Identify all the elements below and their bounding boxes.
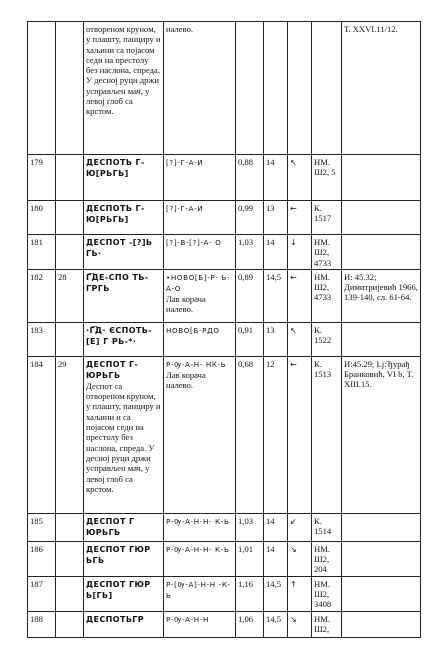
obverse-legend: ДЕСПОТ ГЮР ЬГЬ — [86, 544, 151, 565]
collection-reference: К. 1522 — [314, 324, 332, 346]
type-number-cell — [56, 576, 84, 611]
catalog-number: 181 — [30, 237, 43, 247]
weight-cell — [236, 22, 264, 155]
collection-cell — [312, 269, 342, 322]
diameter-value: 14,5 — [266, 271, 282, 282]
die-axis-cell — [288, 235, 312, 270]
table-row — [28, 576, 421, 611]
weight-cell — [236, 201, 264, 235]
die-axis-cell — [288, 356, 312, 513]
reverse-legend: Р-Ѹ-А-Н-Н — [166, 614, 209, 624]
catalog-number: 180 — [30, 203, 43, 213]
type-number-cell — [56, 22, 84, 155]
reverse-description: налево. — [166, 24, 194, 34]
obverse-cell — [84, 201, 164, 235]
collection-cell — [312, 541, 342, 576]
die-axis-arrow-icon: ← — [290, 272, 297, 282]
reverse-legend: Р-[Ѹ-А]-Н-Н -К-Ь — [166, 579, 231, 600]
weight-cell — [236, 513, 264, 541]
type-number-cell — [56, 356, 84, 513]
reverse-legend: [?]-В-[?]-А- О — [166, 238, 222, 247]
reverse-description: Лав корача налево. — [166, 293, 206, 315]
weight-cell — [236, 356, 264, 513]
catalog-number-cell — [28, 576, 56, 611]
weight-value: 0,88 — [238, 157, 254, 167]
literature-cell — [342, 155, 421, 201]
obverse-cell — [84, 269, 164, 322]
obverse-cell — [84, 22, 164, 155]
weight-value: 0,99 — [238, 203, 254, 213]
die-axis-arrow-icon: ↖ — [290, 158, 297, 167]
literature-cell — [342, 201, 421, 235]
diameter-cell — [264, 235, 288, 270]
type-number-cell — [56, 269, 84, 322]
literature-cell — [342, 611, 421, 637]
catalog-number-cell — [28, 541, 56, 576]
weight-value: 0,89 — [238, 271, 254, 282]
reverse-legend: Р-Ѹ-А-Н- НК-Ь — [166, 359, 227, 369]
die-axis-arrow-icon: ↓ — [290, 238, 297, 247]
reverse-cell — [164, 322, 236, 356]
collection-reference: НМ. Ш2, 3408 — [314, 578, 332, 610]
obverse-cell — [84, 611, 164, 637]
coin-catalog-table — [27, 21, 421, 638]
collection-cell — [312, 201, 342, 235]
weight-value: 0,91 — [238, 324, 254, 335]
collection-cell — [312, 22, 342, 155]
catalog-number-cell — [28, 322, 56, 356]
reverse-cell — [164, 235, 236, 270]
type-number-cell — [56, 541, 84, 576]
die-axis-cell — [288, 576, 312, 611]
type-number: 29 — [58, 358, 67, 369]
reverse-cell — [164, 513, 236, 541]
obverse-legend: Г͠ДЕ-СПО ТЬ-ГРГЬ — [86, 272, 149, 293]
literature-reference: Т. XXVI.11/12. — [344, 24, 398, 34]
die-axis-arrow-icon: ↙ — [290, 516, 297, 526]
obverse-cell — [84, 322, 164, 356]
die-axis-cell — [288, 541, 312, 576]
catalog-number: 183 — [30, 324, 43, 335]
collection-reference: НМ. Ш2, 204 — [314, 543, 330, 575]
reverse-legend: НОВО[Б-РДО — [166, 325, 220, 335]
table-row — [28, 541, 421, 576]
weight-value: 1,03 — [238, 515, 254, 526]
reverse-cell — [164, 201, 236, 235]
type-number-cell — [56, 155, 84, 201]
diameter-cell — [264, 269, 288, 322]
obverse-cell — [84, 356, 164, 513]
literature-cell — [342, 322, 421, 356]
reverse-cell — [164, 269, 236, 322]
diameter-cell — [264, 201, 288, 235]
catalog-number-cell — [28, 155, 56, 201]
collection-reference: К. 1514 — [314, 515, 332, 537]
catalog-number-cell — [28, 22, 56, 155]
obverse-cell — [84, 155, 164, 201]
weight-cell — [236, 235, 264, 270]
weight-cell — [236, 155, 264, 201]
reverse-cell — [164, 155, 236, 201]
table-body — [28, 22, 421, 638]
obverse-cell — [84, 235, 164, 270]
die-axis-cell — [288, 322, 312, 356]
die-axis-arrow-icon: ↖ — [290, 325, 297, 335]
literature-cell — [342, 269, 421, 322]
diameter-value: 14,5 — [266, 613, 282, 624]
catalog-number-cell — [28, 356, 56, 513]
table-row — [28, 22, 421, 155]
diameter-cell — [264, 155, 288, 201]
collection-reference: НМ. Ш2, 5 — [314, 157, 336, 178]
catalog-number-cell — [28, 201, 56, 235]
obverse-legend: ДЕСПОТЬГР — [86, 614, 145, 624]
obverse-legend: ДЕСПОТ -[?]Ь ГЬ· — [86, 238, 153, 258]
catalog-number: 179 — [30, 157, 43, 167]
reverse-legend: •НОВО[Б]-Р- Ь-А-О — [166, 272, 231, 293]
collection-reference: К. 1517 — [314, 203, 332, 224]
die-axis-cell — [288, 611, 312, 637]
weight-value: 0,68 — [238, 358, 254, 369]
diameter-cell — [264, 322, 288, 356]
collection-cell — [312, 513, 342, 541]
table-row — [28, 513, 421, 541]
obverse-description: отвореном крунoм, у плашту, панциру и хаљини са појасом седи на престолу без наслона, спреда. У десној руци држи усправљен мач, у левој глоб са крстом. — [86, 24, 161, 117]
catalog-number-cell — [28, 269, 56, 322]
diameter-value: 14 — [266, 543, 275, 554]
type-number-cell — [56, 322, 84, 356]
literature-reference: И: 45.32; Димитријевић 1966, 139-140, сл. 61-64. — [344, 271, 418, 303]
diameter-cell — [264, 22, 288, 155]
reverse-cell — [164, 576, 236, 611]
weight-cell — [236, 322, 264, 356]
diameter-value: 14 — [266, 515, 275, 526]
diameter-value: 13 — [266, 203, 275, 213]
table-row — [28, 322, 421, 356]
literature-cell — [342, 22, 421, 155]
catalog-number: 184 — [30, 358, 43, 369]
table-row — [28, 235, 421, 270]
weight-value: 1,06 — [238, 613, 254, 624]
die-axis-cell — [288, 22, 312, 155]
collection-cell — [312, 611, 342, 637]
reverse-legend: Р-Ѹ-А-Н-Н- К-Ь — [166, 516, 230, 526]
catalog-number-cell — [28, 513, 56, 541]
diameter-value: 14,5 — [266, 578, 282, 589]
die-axis-arrow-icon: ← — [290, 204, 297, 213]
weight-cell — [236, 576, 264, 611]
weight-value: 1,01 — [238, 543, 254, 554]
die-axis-arrow-icon: ↘ — [290, 544, 297, 554]
reverse-legend: [?]-Г-А-И — [166, 204, 204, 213]
collection-cell — [312, 356, 342, 513]
table-row — [28, 155, 421, 201]
reverse-legend: Р-Ѹ-А-Н-Н- К-Ь — [166, 544, 230, 554]
die-axis-cell — [288, 201, 312, 235]
diameter-cell — [264, 576, 288, 611]
diameter-cell — [264, 356, 288, 513]
collection-reference: НМ. Ш2, 4733 — [314, 237, 332, 268]
obverse-legend: ДЕСПОТ ГЮР Ь[ГЬ] — [86, 579, 151, 600]
literature-cell — [342, 513, 421, 541]
catalog-number: 188 — [30, 613, 43, 624]
table-row — [28, 201, 421, 235]
catalog-number-cell — [28, 611, 56, 637]
literature-cell — [342, 541, 421, 576]
catalog-number: 185 — [30, 515, 43, 526]
obverse-legend: ДЕСПОТЬ Г- Ю[РЬГЬ] — [86, 204, 145, 224]
obverse-legend: ·Г͠Д· ЄСПОТЬ-[Е] Г РЬ-*· — [86, 325, 152, 346]
type-number: 28 — [58, 271, 67, 282]
obverse-cell — [84, 541, 164, 576]
collection-reference: К. 1513 — [314, 358, 332, 380]
obverse-legend: ДЕСПОТ Г- ЮРЬГЬ — [86, 359, 139, 380]
catalog-number: 182 — [30, 271, 43, 282]
collection-cell — [312, 155, 342, 201]
catalog-number: 186 — [30, 543, 43, 554]
die-axis-arrow-icon: ← — [290, 359, 297, 369]
type-number-cell — [56, 611, 84, 637]
reverse-legend: [?]-Г-А-И — [166, 158, 204, 167]
obverse-cell — [84, 513, 164, 541]
type-number-cell — [56, 235, 84, 270]
collection-cell — [312, 235, 342, 270]
diameter-cell — [264, 541, 288, 576]
obverse-description: Деспот са отвореном круном, у плашту, панциру и хаљини и са појасом седи на престолу без наслона, спреда. У десној руци држи усправљен мач, у левој глоб са крстом. — [86, 380, 161, 494]
weight-cell — [236, 541, 264, 576]
collection-reference: НМ. Ш2, 4733 — [314, 271, 332, 303]
weight-value: 1,16 — [238, 578, 254, 589]
catalog-number-cell — [28, 235, 56, 270]
diameter-cell — [264, 513, 288, 541]
diameter-value: 14 — [266, 237, 275, 247]
obverse-legend: ДЕСПОТЬ Г- Ю[РЬГЬ] — [86, 158, 145, 178]
weight-cell — [236, 269, 264, 322]
type-number-cell — [56, 513, 84, 541]
reverse-cell — [164, 541, 236, 576]
reverse-cell — [164, 356, 236, 513]
reverse-cell — [164, 611, 236, 637]
reverse-cell — [164, 22, 236, 155]
literature-cell — [342, 235, 421, 270]
table-row — [28, 356, 421, 513]
diameter-value: 13 — [266, 324, 275, 335]
literature-reference: И:45.29; Lj:Ђурађ Бранковић, VI b, T. XIII.15. — [344, 358, 414, 390]
diameter-value: 14 — [266, 157, 275, 167]
die-axis-arrow-icon: ↘ — [290, 614, 297, 624]
weight-cell — [236, 611, 264, 637]
collection-cell — [312, 576, 342, 611]
catalog-number: 187 — [30, 578, 43, 589]
collection-cell — [312, 322, 342, 356]
table-row — [28, 611, 421, 637]
collection-reference: НМ. Ш2, — [314, 613, 330, 634]
die-axis-cell — [288, 269, 312, 322]
diameter-cell — [264, 611, 288, 637]
reverse-description: Лав корача налево. — [166, 369, 206, 391]
obverse-legend: ДЕСПОТ Г ЮРЬГЬ — [86, 516, 135, 537]
type-number-cell — [56, 201, 84, 235]
weight-value: 1,03 — [238, 237, 254, 247]
die-axis-cell — [288, 155, 312, 201]
literature-cell — [342, 356, 421, 513]
obverse-cell — [84, 576, 164, 611]
diameter-value: 12 — [266, 358, 275, 369]
die-axis-cell — [288, 513, 312, 541]
die-axis-arrow-icon: ↑ — [290, 579, 297, 589]
literature-cell — [342, 576, 421, 611]
table-row — [28, 269, 421, 322]
